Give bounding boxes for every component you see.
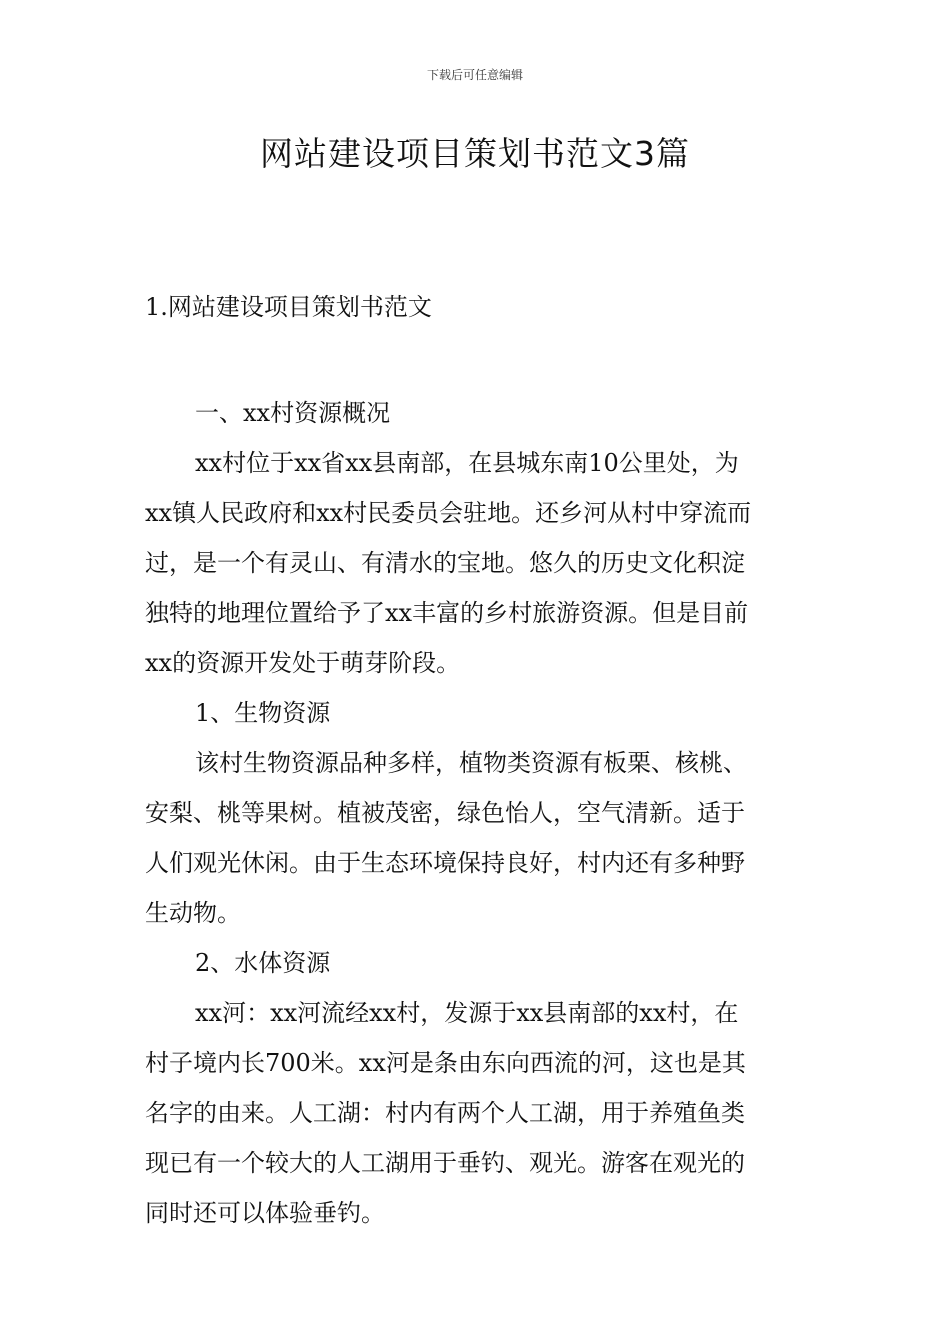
paragraph-line: xx村位于xx省xx县南部，在县城东南10公里处，为: [195, 449, 739, 477]
section-title: 1.网站建设项目策划书范文: [145, 293, 432, 321]
document-body: [145, 282, 807, 1238]
paragraph-line: 安梨、桃等果树。植被茂密，绿色怡人，空气清新。适于: [145, 799, 745, 827]
header-note: 下载后可任意编辑: [426, 68, 523, 82]
document-title: 网站建设项目策划书范文3篇: [260, 134, 690, 173]
paragraph-line: 生动物。: [145, 899, 241, 927]
paragraph-line: 名字的由来。人工湖：村内有两个人工湖，用于养殖鱼类: [145, 1099, 745, 1127]
paragraph-line: xx镇人民政府和xx村民委员会驻地。还乡河从村中穿流而: [145, 499, 752, 527]
paragraph-line: 同时还可以体验垂钓。: [145, 1199, 385, 1227]
subheading-biological-resources: 1、生物资源: [195, 699, 331, 727]
paragraph-line: 人们观光休闲。由于生态环境保持良好，村内还有多种野: [145, 849, 745, 877]
subheading-water-resources: 2、水体资源: [195, 949, 331, 977]
paragraph-line: 过，是一个有灵山、有清水的宝地。悠久的历史文化积淀: [145, 549, 745, 577]
subheading-resources-overview: 一、xx村资源概况: [195, 399, 391, 427]
paragraph-line: 该村生物资源品种多样，植物类资源有板栗、核桃、: [195, 749, 747, 777]
paragraph-line: 现已有一个较大的人工湖用于垂钓、观光。游客在观光的: [145, 1149, 745, 1177]
paragraph-line: xx的资源开发处于萌芽阶段。: [145, 649, 461, 677]
paragraph-line: 独特的地理位置给予了xx丰富的乡村旅游资源。但是目前: [145, 599, 749, 627]
paragraph-line: xx河：xx河流经xx村，发源于xx县南部的xx村，在: [195, 999, 739, 1027]
paragraph-line: 村子境内长700米。xx河是条由东向西流的河，这也是其: [145, 1049, 746, 1077]
